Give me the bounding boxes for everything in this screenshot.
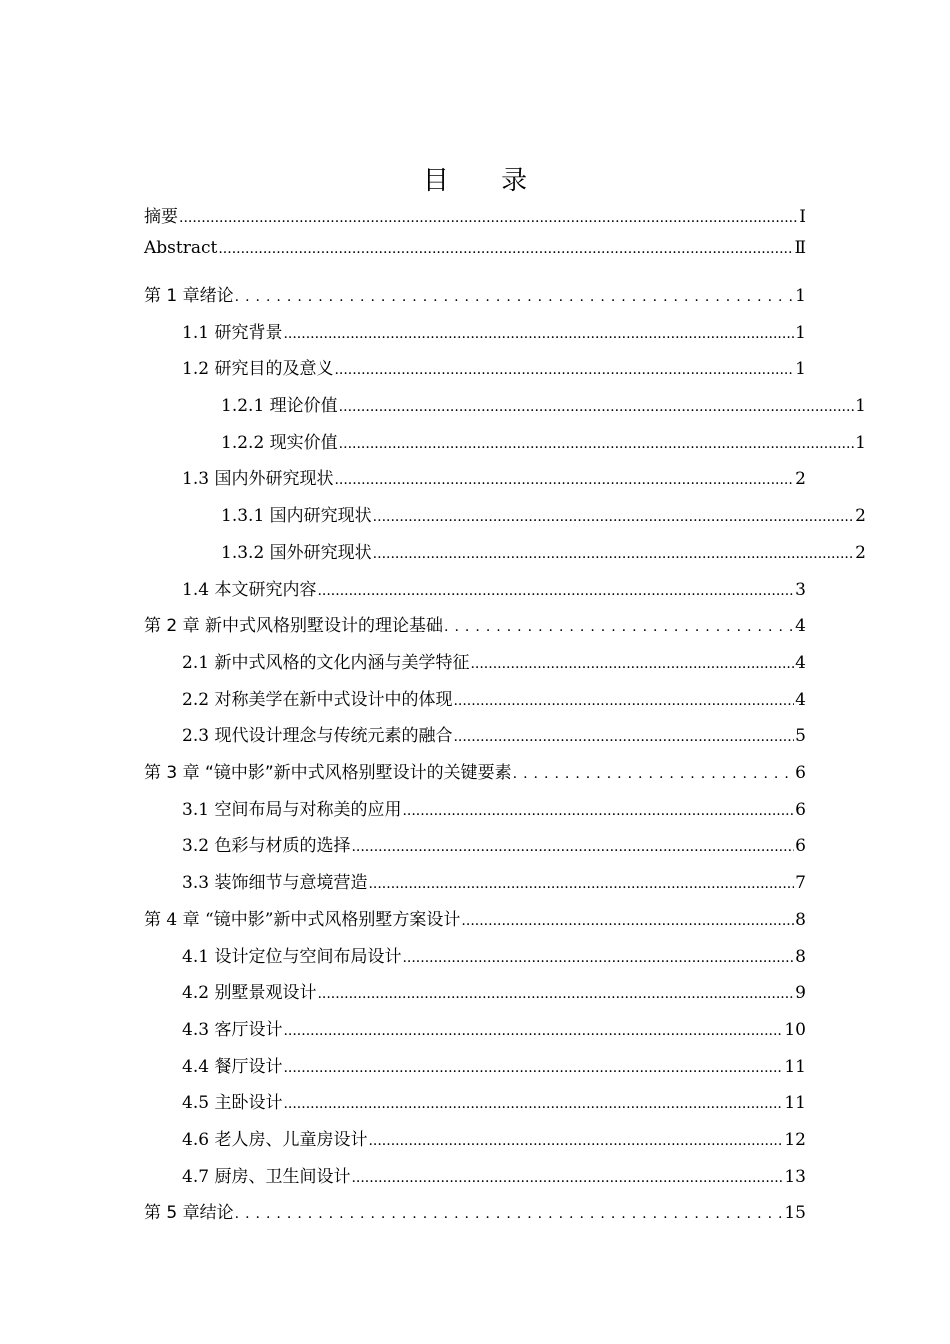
toc-leader-dots [235, 1203, 784, 1223]
toc-entry-page-number: 4 [795, 690, 806, 710]
toc-entry-label: 1.3.1 国内研究现状 [221, 506, 372, 526]
toc-leader-dots [373, 506, 855, 526]
toc-entry-page-number: 10 [784, 1020, 806, 1040]
toc-leader-dots [373, 543, 855, 563]
toc-leader-dots [283, 1093, 783, 1113]
toc-entry[interactable] [182, 721, 806, 745]
toc-entry-page-number: 8 [795, 947, 806, 967]
toc-leader-dots [453, 690, 794, 710]
toc-entry[interactable] [182, 1162, 806, 1186]
page-title: 目 录 [422, 166, 550, 196]
toc-entry-label: 第 3 章 “镜中影”新中式风格别墅设计的关键要素 [144, 763, 512, 783]
toc-entry-page-number: 6 [795, 836, 806, 856]
toc-entry-label: 2.2 对称美学在新中式设计中的体现 [182, 690, 453, 710]
toc-entry[interactable] [182, 1015, 806, 1039]
toc-entry-page-number: 2 [855, 506, 866, 526]
toc-leader-dots [402, 800, 794, 820]
toc-leader-dots [317, 983, 794, 1003]
toc-entry[interactable] [182, 464, 806, 488]
toc-entry-label: 2.1 新中式风格的文化内涵与美学特征 [182, 653, 470, 673]
toc-leader-dots [218, 238, 793, 258]
toc-entry[interactable] [182, 978, 806, 1002]
toc-entry[interactable] [182, 942, 806, 966]
toc-entry-page-number: 5 [795, 726, 806, 746]
toc-entry-page-number: I [799, 207, 806, 227]
toc-entry-page-number: 2 [795, 469, 806, 489]
toc-entry[interactable] [182, 648, 806, 672]
toc-entry-label: Abstract [144, 238, 218, 258]
toc-entry-label: 3.1 空间布局与对称美的应用 [182, 800, 402, 820]
toc-entry[interactable] [144, 611, 806, 635]
toc-leader-dots [351, 1167, 783, 1187]
toc-entry-label: 4.4 餐厅设计 [182, 1057, 283, 1077]
toc-entry-page-number: 9 [795, 983, 806, 1003]
toc-entry[interactable] [182, 685, 806, 709]
toc-entry[interactable] [182, 795, 806, 819]
toc-entry-label: 第 5 章结论 [144, 1203, 234, 1223]
toc-leader-dots [513, 763, 795, 783]
toc-entry[interactable] [144, 905, 806, 929]
toc-entry-page-number: 15 [784, 1203, 806, 1223]
toc-entry-page-number: 3 [795, 580, 806, 600]
toc-leader-dots [283, 1020, 783, 1040]
toc-leader-dots [444, 616, 794, 636]
toc-entry-page-number: 2 [855, 543, 866, 563]
toc-leader-dots [339, 396, 855, 416]
toc-entry[interactable] [144, 1198, 806, 1222]
toc-entry[interactable] [182, 1125, 806, 1149]
toc-entry[interactable] [182, 1052, 806, 1076]
toc-entry-label: 4.5 主卧设计 [182, 1093, 283, 1113]
toc-entry[interactable] [221, 501, 866, 525]
toc-entry-label: 1.2.1 理论价值 [221, 396, 338, 416]
toc-leader-dots [283, 323, 794, 343]
toc-entry-page-number: 6 [795, 763, 806, 783]
toc-entry-label: 1.2.2 现实价值 [221, 433, 338, 453]
toc-entry-label: 第 2 章 新中式风格别墅设计的理论基础 [144, 616, 444, 636]
toc-entry-label: 第 1 章绪论 [144, 286, 234, 306]
toc-entry-page-number: 1 [795, 323, 806, 343]
toc-entry-page-number: 1 [795, 286, 806, 306]
toc-leader-dots [461, 910, 794, 930]
toc-entry-label: 摘要 [144, 207, 178, 227]
toc-entry[interactable] [182, 831, 806, 855]
toc-entry[interactable] [182, 354, 806, 378]
toc-entry-page-number: Ⅱ [794, 238, 806, 258]
toc-entry[interactable] [144, 281, 806, 305]
toc-entry-label: 1.3 国内外研究现状 [182, 469, 334, 489]
toc-entry-label: 1.4 本文研究内容 [182, 580, 317, 600]
toc-leader-dots [334, 469, 794, 489]
toc-entry-page-number: 12 [784, 1130, 806, 1150]
toc-entry-label: 1.3.2 国外研究现状 [221, 543, 372, 563]
toc-entry-page-number: 6 [795, 800, 806, 820]
toc-entry-page-number: 4 [795, 653, 806, 673]
toc-entry[interactable] [144, 202, 806, 226]
toc-entry-page-number: 11 [784, 1093, 806, 1113]
toc-leader-dots [283, 1057, 783, 1077]
toc-entry-page-number: 4 [795, 616, 806, 636]
toc-leader-dots [339, 433, 855, 453]
toc-entry-label: 4.3 客厅设计 [182, 1020, 283, 1040]
toc-entry-label: 4.7 厨房、卫生间设计 [182, 1167, 351, 1187]
toc-leader-dots [368, 1130, 783, 1150]
toc-entry[interactable] [182, 318, 806, 342]
toc-entry-page-number: 8 [795, 910, 806, 930]
toc-entry-page-number: 11 [784, 1057, 806, 1077]
toc-entry[interactable] [144, 758, 806, 782]
toc-leader-dots [453, 726, 794, 746]
toc-entry-label: 4.6 老人房、儿童房设计 [182, 1130, 368, 1150]
toc-leader-dots [470, 653, 794, 673]
toc-leader-dots [317, 580, 794, 600]
toc-entry-page-number: 7 [795, 873, 806, 893]
toc-entry-label: 3.3 装饰细节与意境营造 [182, 873, 368, 893]
toc-leader-dots [235, 286, 795, 306]
toc-entry-page-number: 1 [855, 396, 866, 416]
toc-entry[interactable] [221, 538, 866, 562]
toc-entry-label: 1.2 研究目的及意义 [182, 359, 334, 379]
toc-entry-label: 3.2 色彩与材质的选择 [182, 836, 351, 856]
toc-entry[interactable] [144, 238, 806, 262]
toc-entry-label: 2.3 现代设计理念与传统元素的融合 [182, 726, 453, 746]
toc-entry-label: 4.2 别墅景观设计 [182, 983, 317, 1003]
toc-entry-page-number: 1 [855, 433, 866, 453]
toc-entry[interactable] [221, 428, 866, 452]
toc-leader-dots [334, 359, 794, 379]
toc-entry-page-number: 1 [795, 359, 806, 379]
toc-entry[interactable] [221, 391, 866, 415]
toc-entry-label: 第 4 章 “镜中影”新中式风格别墅方案设计 [144, 910, 461, 930]
toc-leader-dots [402, 947, 794, 967]
toc-entry[interactable] [182, 575, 806, 599]
toc-entry-label: 4.1 设计定位与空间布局设计 [182, 947, 402, 967]
toc-leader-dots [179, 207, 798, 227]
toc-entry[interactable] [182, 868, 806, 892]
toc-entry-page-number: 13 [784, 1167, 806, 1187]
toc-entry-label: 1.1 研究背景 [182, 323, 283, 343]
toc-leader-dots [368, 873, 794, 893]
toc-leader-dots [351, 836, 794, 856]
toc-entry[interactable] [182, 1088, 806, 1112]
